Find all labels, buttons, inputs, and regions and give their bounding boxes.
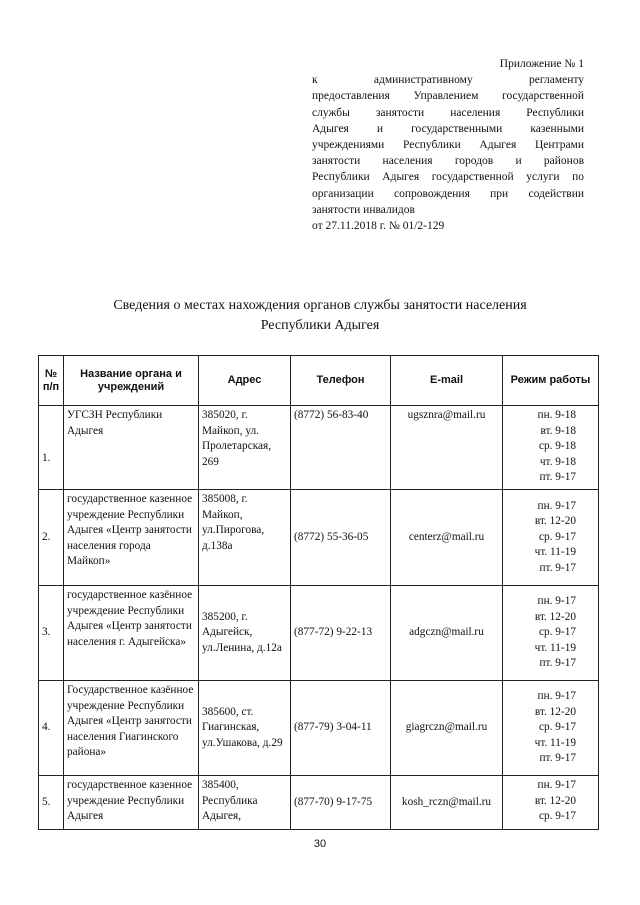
hours-line: ср. 9-17: [538, 810, 576, 823]
row-address: 385600, ст. Гиагинская, ул.Ушакова, д.29: [199, 681, 291, 776]
hours-line: чт. 11-19: [534, 641, 576, 654]
appendix-line: занятости населения городов и районов: [312, 155, 584, 168]
row-email: adgczn@mail.ru: [391, 586, 503, 681]
hours-line: пн. 9-18: [537, 409, 576, 421]
hours-line: пт. 9-17: [539, 561, 576, 574]
hours-line: ср. 9-18: [538, 440, 576, 453]
row-name: государственное казенное учреждение Республики Адыгея: [64, 776, 199, 830]
appendix-line: предоставления Управлением государственной: [312, 90, 584, 103]
document-title: [40, 296, 600, 336]
header-num: № п/п: [39, 356, 64, 406]
hours-line: пн. 9-17: [537, 779, 576, 791]
row-phone: (877-79) 3-04-11: [291, 681, 391, 776]
row-address: 385200, г. Адыгейск, ул.Ленина, д.12а: [199, 586, 291, 681]
row-address: 385008, г. Майкоп, ул.Пирогова, д.138а: [199, 490, 291, 586]
hours-line: вт. 12-20: [534, 515, 576, 528]
header-phone: Телефон: [291, 356, 391, 406]
table-row: [39, 586, 599, 681]
hours-line: пн. 9-17: [537, 595, 576, 608]
row-hours: [503, 776, 599, 830]
row-name: УГСЗН Республики Адыгея: [64, 406, 199, 490]
appendix-header: [312, 56, 584, 234]
appendix-line: организации сопровождения при содействии: [312, 187, 584, 200]
row-email: kosh_rczn@mail.ru: [391, 776, 503, 830]
hours-line: вт. 12-20: [534, 705, 576, 718]
row-num: 1.: [39, 406, 64, 490]
row-hours: [503, 586, 599, 681]
row-address: 385400, Республика Адыгея,: [199, 776, 291, 830]
header-email: E-mail: [391, 356, 503, 406]
hours-line: вт. 9-18: [540, 424, 576, 437]
table-row: [39, 776, 599, 830]
hours-line: вт. 12-20: [534, 610, 576, 623]
offices-table: [38, 355, 599, 830]
row-email: giagrczn@mail.ru: [391, 681, 503, 776]
hours-line: вт. 12-20: [534, 794, 576, 807]
row-phone: (8772) 55-36-05: [291, 490, 391, 586]
row-hours: [503, 490, 599, 586]
appendix-line: учреждениями Республики Адыгея Центрами: [312, 139, 584, 152]
row-email: centerz@mail.ru: [391, 490, 503, 586]
appendix-date: от 27.11.2018 г. № 01/2-129: [312, 220, 445, 233]
hours-line: пн. 9-17: [537, 690, 576, 703]
hours-line: чт. 9-18: [539, 455, 576, 468]
header-hours: Режим работы: [503, 356, 599, 406]
header-name: Название органа и учреждений: [64, 356, 199, 406]
row-name: государственное казенное учреждение Республики Адыгея «Центр занятости населения города Майкоп»: [64, 490, 199, 586]
appendix-line: службы занятости населения Республики: [312, 106, 584, 119]
hours-line: ср. 9-17: [538, 530, 576, 543]
hours-line: пт. 9-17: [539, 471, 576, 484]
document-title-line: Республики Адыгея: [260, 318, 380, 333]
hours-line: пт. 9-17: [539, 657, 576, 670]
table-header-row: [39, 356, 599, 406]
appendix-title: Приложение № 1: [499, 58, 584, 70]
hours-line: ср. 9-17: [538, 626, 576, 639]
document-title-line: Сведения о местах нахождения органов службы занятости населения: [113, 298, 527, 313]
row-phone: (877-72) 9-22-13: [291, 586, 391, 681]
appendix-line: к административному регламенту: [312, 74, 584, 87]
row-email: ugsznra@mail.ru: [391, 406, 503, 490]
hours-line: пн. 9-17: [537, 499, 576, 512]
row-name: государственное казённое учреждение Республики Адыгея «Центр занятости населения г. Адыгейска»: [64, 586, 199, 681]
row-hours: [503, 681, 599, 776]
row-hours: [503, 406, 599, 490]
appendix-line: Республики Адыгея государственной услуги по: [312, 171, 584, 184]
row-phone: (8772) 56-83-40: [291, 406, 391, 490]
hours-line: чт. 11-19: [534, 546, 576, 559]
row-num: 3.: [39, 586, 64, 681]
appendix-line: Адыгея и государственными казенными: [312, 122, 584, 135]
row-num: 5.: [39, 776, 64, 830]
row-phone: (877-70) 9-17-75: [291, 776, 391, 830]
table-row: [39, 490, 599, 586]
row-address: 385020, г. Майкоп, ул. Пролетарская, 269: [199, 406, 291, 490]
page-number: 30: [313, 838, 327, 850]
row-name: Государственное казённое учреждение Республики Адыгея «Центр занятости населения Гиагинского района»: [64, 681, 199, 776]
header-address: Адрес: [199, 356, 291, 406]
row-num: 4.: [39, 681, 64, 776]
table-row: [39, 406, 599, 490]
hours-line: ср. 9-17: [538, 721, 576, 734]
hours-line: чт. 11-19: [534, 736, 576, 749]
table-row: [39, 681, 599, 776]
hours-line: пт. 9-17: [539, 752, 576, 765]
appendix-line: занятости инвалидов: [312, 203, 415, 216]
row-num: 2.: [39, 490, 64, 586]
